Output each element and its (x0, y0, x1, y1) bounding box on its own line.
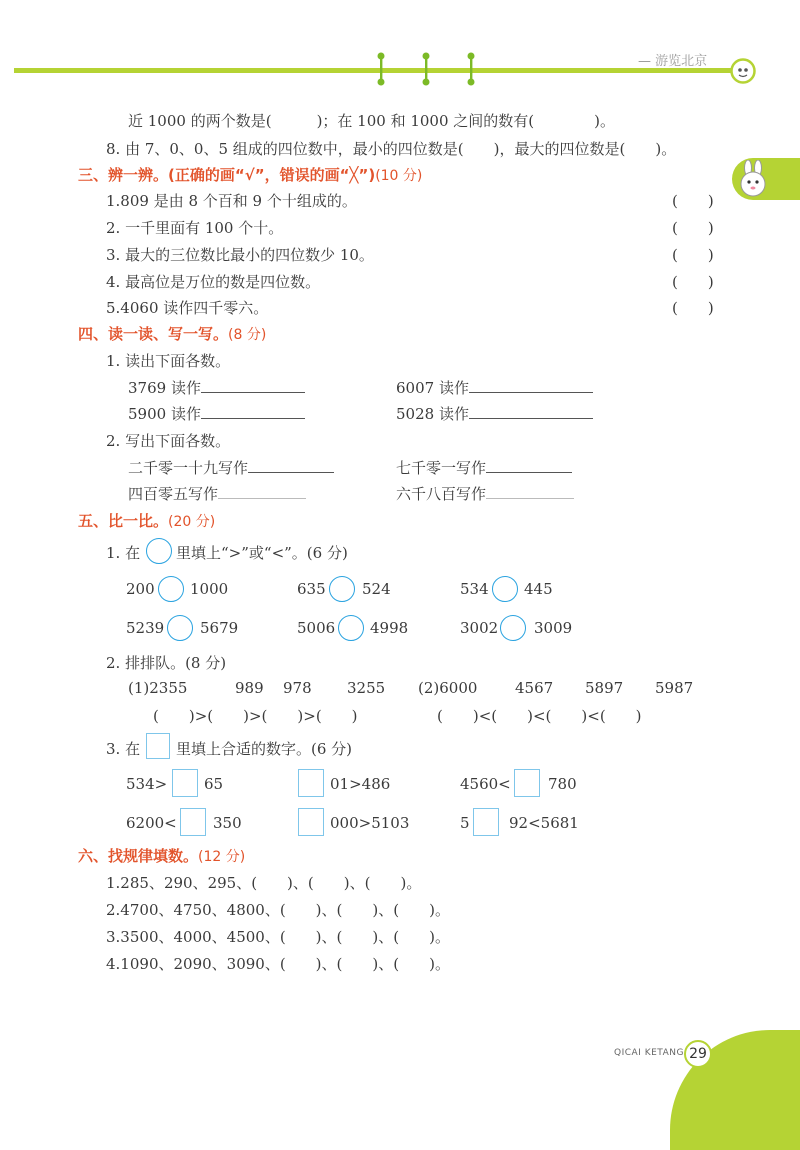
compare-right: 4998 (370, 619, 409, 637)
answer-line[interactable] (486, 483, 574, 499)
section3-title: 三、辨一辨。(正确的画“√”，错误的画“╳”)(10 分) (78, 166, 423, 184)
compare-circle[interactable] (338, 615, 364, 641)
section5-q1-post: 里填上“>”或“<”。(6 分) (176, 544, 348, 562)
header-section-title: — 游览北京 (638, 54, 708, 69)
fill-prefix: 5 (460, 814, 470, 832)
fill-box[interactable] (180, 808, 206, 836)
mascot-icon (730, 58, 756, 84)
answer-paren[interactable]: ( ) (672, 299, 714, 317)
fill-box[interactable] (514, 769, 540, 797)
section4-q1: 1. 读出下面各数。 (106, 352, 231, 370)
fill-box[interactable] (473, 808, 499, 836)
answer-line[interactable] (201, 377, 305, 393)
fill-suffix: 01>486 (330, 775, 391, 793)
order-number: 989 (235, 679, 264, 697)
fill-box[interactable] (298, 769, 324, 797)
pattern-item: 2.4700、4750、4800、( )、( )、( )。 (106, 901, 450, 919)
compare-right: 3009 (534, 619, 573, 637)
answer-paren[interactable]: ( ) (672, 273, 714, 291)
order-number: (2)6000 (418, 679, 478, 697)
example-square (146, 733, 170, 759)
order-answer-row[interactable]: ( )<( )<( )<( ) (437, 707, 642, 725)
compare-circle[interactable] (492, 576, 518, 602)
read-item: 5900 读作 (128, 403, 305, 424)
section6-title: 六、找规律填数。(12 分) (78, 847, 246, 865)
binder-ring-icon (377, 52, 385, 86)
compare-right: 524 (362, 580, 391, 598)
section5-q1-pre: 1. 在 (106, 544, 141, 562)
write-item: 四百零五写作 (128, 483, 306, 504)
section4-q2: 2. 写出下面各数。 (106, 432, 231, 450)
compare-left: 5006 (297, 619, 336, 637)
order-number: 4567 (515, 679, 554, 697)
section3-item: 4. 最高位是万位的数是四位数。 (106, 273, 321, 291)
header-bar (14, 68, 736, 73)
fill-prefix: 4560< (460, 775, 511, 793)
answer-line[interactable] (486, 457, 572, 473)
pattern-item: 4.1090、2090、3090、( )、( )、( )。 (106, 955, 450, 973)
fill-suffix: 350 (213, 814, 242, 832)
read-item: 5028 读作 (396, 403, 593, 424)
fill-prefix: 6200< (126, 814, 177, 832)
compare-right: 1000 (190, 580, 229, 598)
answer-line[interactable] (201, 403, 305, 419)
compare-right: 445 (524, 580, 553, 598)
fill-suffix: 000>5103 (330, 814, 410, 832)
answer-line[interactable] (469, 377, 593, 393)
binder-ring-icon (422, 52, 430, 86)
order-number: (1)2355 (128, 679, 188, 697)
compare-circle[interactable] (158, 576, 184, 602)
answer-paren[interactable]: ( ) (672, 246, 714, 264)
section3-item: 1.809 是由 8 个百和 9 个十组成的。 (106, 192, 357, 210)
order-number: 5897 (585, 679, 624, 697)
write-item: 六千八百写作 (396, 483, 574, 504)
example-circle (146, 538, 172, 564)
rabbit-icon (736, 160, 770, 198)
section5-q2: 2. 排排队。(8 分) (106, 654, 227, 672)
answer-paren[interactable]: ( ) (672, 192, 714, 210)
section4-title: 四、读一读、写一写。(8 分) (78, 325, 267, 343)
section3-item: 5.4060 读作四千零六。 (106, 299, 269, 317)
compare-left: 5239 (126, 619, 165, 637)
fill-suffix: 92<5681 (509, 814, 579, 832)
compare-right: 5679 (200, 619, 239, 637)
fill-box[interactable] (172, 769, 198, 797)
compare-left: 200 (126, 580, 155, 598)
section3-item: 3. 最大的三位数比最小的四位数少 10。 (106, 246, 374, 264)
binder-ring-icon (467, 52, 475, 86)
read-item: 3769 读作 (128, 377, 305, 398)
compare-left: 3002 (460, 619, 499, 637)
order-number: 5987 (655, 679, 694, 697)
answer-line[interactable] (469, 403, 593, 419)
order-number: 3255 (347, 679, 386, 697)
fill-suffix: 780 (548, 775, 577, 793)
section5-q3-post: 里填上合适的数字。(6 分) (176, 740, 353, 758)
pattern-item: 3.3500、4000、4500、( )、( )、( )。 (106, 928, 450, 946)
order-answer-row[interactable]: ( )>( )>( )>( ) (153, 707, 358, 725)
q7-continuation: 近 1000 的两个数是( )；在 100 和 1000 之间的数有( )。 (128, 112, 615, 130)
footer-brand: QICAI KETANG (614, 1048, 684, 1058)
answer-line[interactable] (218, 483, 306, 499)
compare-left: 635 (297, 580, 326, 598)
fill-suffix: 65 (204, 775, 224, 793)
read-item: 6007 读作 (396, 377, 593, 398)
fill-box[interactable] (298, 808, 324, 836)
q8: 8. 由 7、0、0、5 组成的四位数中，最小的四位数是( )，最大的四位数是( )。 (106, 140, 677, 158)
compare-circle[interactable] (167, 615, 193, 641)
write-item: 七千零一写作 (396, 457, 572, 478)
section5-q3-pre: 3. 在 (106, 740, 141, 758)
compare-left: 534 (460, 580, 489, 598)
order-number: 978 (283, 679, 312, 697)
compare-circle[interactable] (500, 615, 526, 641)
fill-prefix: 534> (126, 775, 168, 793)
section5-title: 五、比一比。(20 分) (78, 512, 216, 530)
write-item: 二千零一十九写作 (128, 457, 334, 478)
answer-paren[interactable]: ( ) (672, 219, 714, 237)
pattern-item: 1.285、290、295、( )、( )、( )。 (106, 874, 422, 892)
answer-line[interactable] (248, 457, 334, 473)
section3-item: 2. 一千里面有 100 个十。 (106, 219, 284, 237)
page-number: 29 (684, 1040, 712, 1068)
compare-circle[interactable] (329, 576, 355, 602)
